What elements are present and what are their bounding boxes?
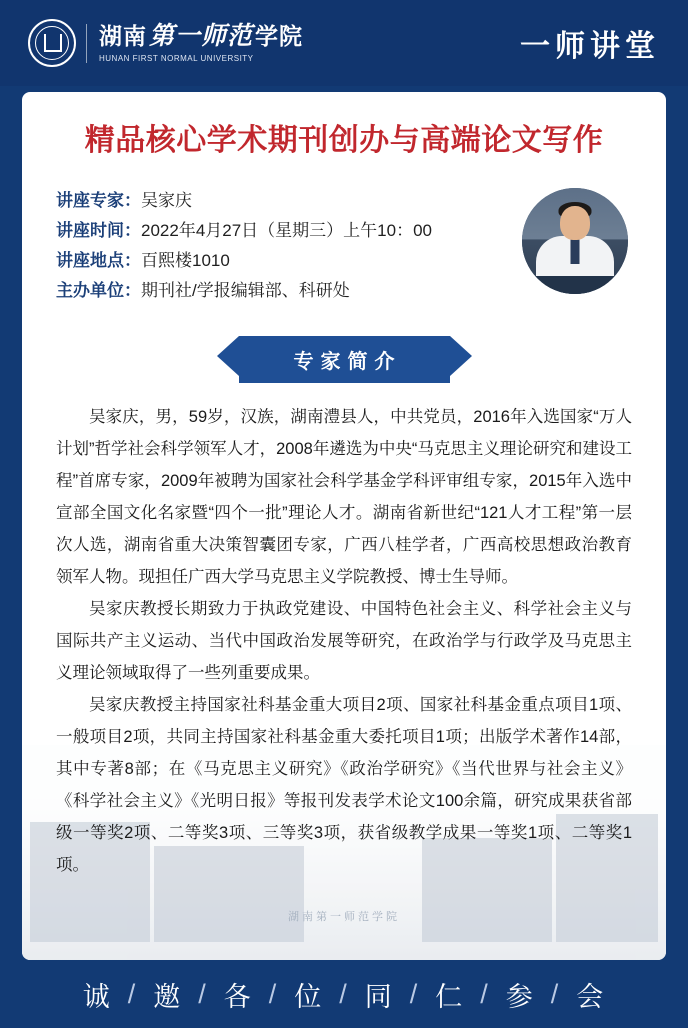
info-label: 讲座专家 (56, 190, 124, 210)
footer-char: 参 (505, 981, 535, 1012)
footer-char: 各 (223, 981, 253, 1012)
university-seal-icon (28, 19, 76, 67)
footer-char: 同 (364, 981, 394, 1012)
info-value: 2022年4月27日（星期三）上午10：00 (141, 220, 432, 240)
poster-header (0, 0, 688, 86)
section-banner-wrap (56, 336, 632, 383)
university-name-cn (99, 24, 303, 49)
footer-separator: / (480, 978, 490, 1009)
info-value: 期刊社/学报编辑部、科研处 (141, 280, 350, 300)
card-inner (22, 92, 666, 881)
speaker-portrait (522, 188, 628, 294)
footer-char: 诚 (82, 981, 112, 1012)
bio-paragraph: 吴家庆，男，59岁，汉族，湖南澧县人，中共党员，2016年入选国家“万人计划”哲学社会科学领军人才，2008年遴选为中央“马克思主义理论研究和建设工程”首席专家，2009年被聘为国家社会科学基金学科评审组专家，2015年入选中宣部全国文化名家暨“四个一批”理论人才。湖南省新世纪“121人才工程”第一层次人选，湖南省重大决策智囊团专家，广西八桂学者，广西高校思想政治教育领军人物。现担任广西大学马克思主义学院教授、博士生导师。 (56, 407, 632, 586)
footer-char: 会 (576, 981, 606, 1012)
header-title: 一师讲堂 (520, 30, 660, 63)
campus-seal-text: 湖南第一师范学院 (288, 911, 400, 923)
info-label: 讲座地点 (56, 250, 124, 270)
university-name (86, 24, 303, 63)
footer-char: 位 (294, 981, 324, 1012)
portrait-head (560, 206, 590, 240)
info-label: 讲座时间 (56, 220, 124, 240)
info-value: 百熙楼1010 (141, 250, 230, 270)
lecture-info (56, 186, 632, 316)
info-colon: ： (124, 280, 141, 300)
portrait-tie (571, 238, 580, 264)
university-name-cn-calligraphy: 第一师范 (149, 22, 254, 50)
info-value: 吴家庆 (141, 190, 192, 210)
footer-separator: / (198, 978, 208, 1009)
footer-char: 邀 (153, 981, 183, 1012)
university-name-cn-prefix: 湖南 (99, 22, 147, 49)
page-title: 精品核心学术期刊创办与高端论文写作 (84, 124, 604, 157)
university-name-cn-suffix: 学院 (255, 22, 304, 49)
info-label: 主办单位 (56, 280, 124, 300)
info-colon: ： (124, 220, 141, 240)
info-colon: ： (124, 190, 141, 210)
section-banner-expert-profile: 专家简介 (239, 336, 450, 383)
bio-paragraph: 吴家庆教授长期致力于执政党建设、中国特色社会主义、科学社会主义与国际共产主义运动、当代中国政治发展等研究，在政治学与行政学及马克思主义理论领域取得了一些列重要成果。 (56, 599, 632, 682)
bio-paragraph: 吴家庆教授主持国家社科基金重大项目2项、国家社科基金重点项目1项、一般项目2项，共同主持国家社科基金重大委托项目1项；出版学术著作14部，其中专著8部；在《马克思主义研究》《政治学研究》《当代世界与社会主义》《科学社会主义》《光明日报》等报刊发表学术论文100余篇，研究成果获省部级一等奖2项、二等奖3项、三等奖3项，获省级教学成果一等奖1项、二等奖1项。 (56, 695, 632, 874)
content-card (22, 92, 666, 960)
expert-bio (56, 401, 632, 881)
footer-separator: / (268, 978, 279, 1009)
footer-separator: / (550, 978, 561, 1009)
portrait-desk (522, 276, 628, 294)
footer-separator: / (409, 978, 420, 1009)
info-colon: ： (124, 250, 141, 270)
university-logo (28, 19, 303, 67)
university-name-en: HUNAN FIRST NORMAL UNIVERSITY (99, 53, 254, 63)
poster-footer (0, 960, 688, 1028)
footer-separator: / (339, 978, 349, 1009)
footer-char: 仁 (435, 981, 465, 1012)
footer-separator: / (127, 978, 138, 1009)
